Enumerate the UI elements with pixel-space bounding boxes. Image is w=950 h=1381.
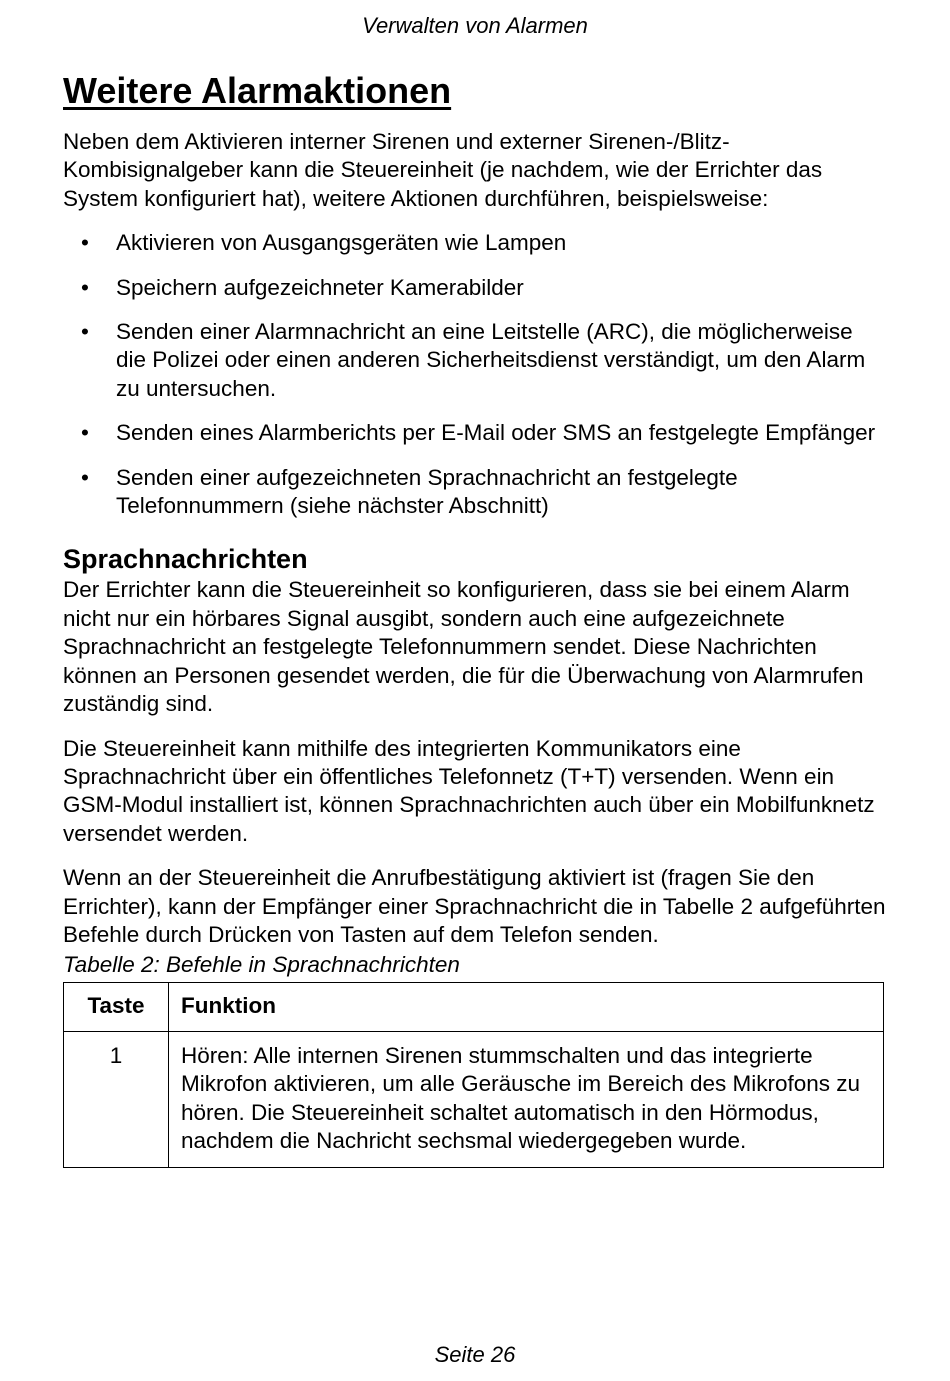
table-row [64, 1031, 884, 1168]
list-item [63, 419, 888, 447]
paragraph: Wenn an der Steuereinheit die Anrufbestätigung aktiviert ist (fragen Sie den Errichter), kann der Empfänger einer Sprachnachricht die in Tabelle 2 aufgeführten Befehle durch Drücken von Tasten auf dem Telefon senden. [63, 865, 886, 947]
intro-paragraph: Neben dem Aktivieren interner Sirenen und externer Sirenen-/Blitz-Kombisignalgeber kann die Steuereinheit (je nachdem, wie der Errichter das System konfiguriert hat), weitere Aktionen durchführen, beispielsweise: [63, 129, 823, 211]
bullet-icon: • [81, 319, 89, 345]
page-content [63, 66, 888, 1168]
running-header: Verwalten von Alarmen [362, 13, 588, 38]
table-cell-key: 1 [64, 1031, 169, 1168]
list-item-text: Speichern aufgezeichneter Kamerabilder [116, 274, 524, 300]
list-item-text: Senden eines Alarmberichts per E-Mail oder SMS an festgelegte Empfänger [116, 420, 876, 446]
list-item-text: Senden einer Alarmnachricht an eine Leitstelle (ARC), die möglicherweise die Polizei oder einen anderen Sicherheitsdienst verständigt, um den Alarm zu untersuchen. [116, 319, 866, 401]
bullet-icon: • [81, 420, 89, 446]
paragraph: Die Steuereinheit kann mithilfe des integrierten Kommunikators eine Sprachnachricht über ein öffentliches Telefonnetz (T+T) versenden. Wenn ein GSM-Modul installiert ist, können Sprachnachrichten auch über ein Mobilfunknetz versendet werden. [63, 735, 875, 846]
bullet-icon: • [81, 230, 89, 256]
commands-table [63, 982, 884, 1168]
bullet-icon: • [81, 464, 89, 490]
list-item [63, 464, 888, 521]
table-caption: Tabelle 2: Befehle in Sprachnachrichten [63, 952, 460, 978]
list-item [63, 274, 888, 302]
table-header-row [64, 983, 884, 1031]
column-header-taste: Taste [64, 983, 169, 1031]
list-item-text: Senden einer aufgezeichneten Sprachnachricht an festgelegte Telefonnummern (siehe nächster Abschnitt) [116, 464, 738, 519]
column-header-funktion: Funktion [169, 983, 884, 1031]
section-title-weitere-alarmaktionen: Weitere Alarmaktionen [63, 70, 452, 111]
bullet-icon: • [81, 274, 89, 300]
list-item [63, 318, 888, 403]
table-cell-function: Hören: Alle internen Sirenen stummschalten und das integrierte Mikrofon aktivieren, um alle Geräusche im Bereich des Mikrofons zu hören. Die Steuereinheit schaltet automatisch in den Hörmodus, nachdem die Nachricht sechsmal wiedergegeben wurde. [169, 1031, 884, 1168]
paragraph: Der Errichter kann die Steuereinheit so konfigurieren, dass sie bei einem Alarm nicht nur ein hörbares Signal ausgibt, sondern auch eine aufgezeichnete Sprachnachricht an festgelegte Telefonnummern sendet. Diese Nachrichten können an Personen gesendet werden, die für die Überwachung von Alarmrufen zuständig sind. [63, 577, 864, 717]
page-number: Seite 26 [434, 1342, 516, 1367]
list-item [63, 229, 888, 257]
section-title-sprachnachrichten: Sprachnachrichten [63, 544, 308, 575]
list-item-text: Aktivieren von Ausgangsgeräten wie Lampen [116, 230, 567, 256]
alarm-actions-list [63, 229, 888, 520]
